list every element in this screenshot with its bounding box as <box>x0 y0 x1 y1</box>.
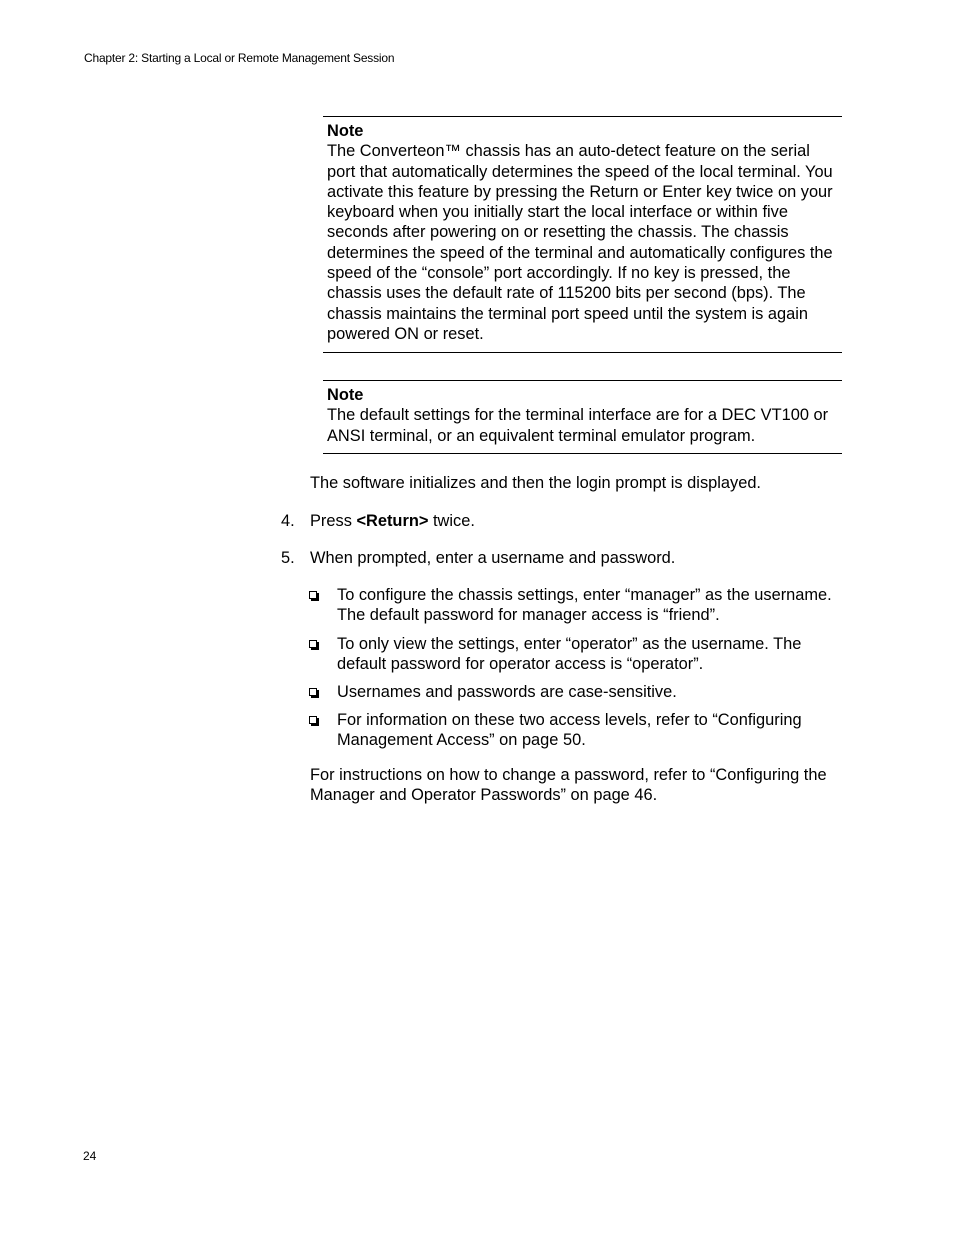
list-item-text: To only view the settings, enter “operator” as the username. The default password for operator access is “operator”. <box>337 635 802 674</box>
note-box <box>323 116 842 353</box>
note-body: The Converteon™ chassis has an auto-detect feature on the serial port that automatically determines the speed of the local terminal. You activate this feature by pressing the Return or Enter key twice on your keyboard when you initially start the local interface or within five seconds after powering on or resetting the chassis. The chassis determines the speed of the terminal and automatically configures the speed of the “console” port accordingly. If no key is pressed, the chassis uses the default rate of 115200 bits per second (bps). The chassis maintains the terminal port speed until the system is again powered ON or reset. <box>327 142 833 343</box>
intro-paragraph: The software initializes and then the login prompt is displayed. <box>310 474 761 492</box>
checkbox-bullet-icon <box>309 640 317 648</box>
list-item-text: For information on these two access levels, refer to “Configuring Management Access” on page 50. <box>337 711 802 750</box>
checkbox-bullet-icon <box>309 688 317 696</box>
step-text-suffix: twice. <box>428 512 475 530</box>
checkbox-bullet-icon <box>309 591 317 599</box>
step-text-prefix: Press <box>310 512 357 530</box>
note-title: Note <box>327 122 364 140</box>
step-number: 4. <box>281 512 295 530</box>
step-text: When prompted, enter a username and password. <box>310 549 676 567</box>
page-number: 24 <box>83 1149 97 1163</box>
step-4 <box>281 511 841 531</box>
running-header: Chapter 2: Starting a Local or Remote Management Session <box>84 51 395 65</box>
list-item-text: To configure the chassis settings, enter “manager” as the username. The default password for manager access is “friend”. <box>337 586 832 625</box>
note-box <box>323 380 842 454</box>
step-number: 5. <box>281 549 295 567</box>
closing-paragraph: For instructions on how to change a password, refer to “Configuring the Manager and Operator Passwords” on page 46. <box>310 766 827 805</box>
return-key-label: <Return> <box>356 512 429 530</box>
note-title: Note <box>327 386 364 404</box>
list-item-text: Usernames and passwords are case-sensitive. <box>337 683 677 701</box>
step-5 <box>281 548 841 568</box>
note-body: The default settings for the terminal interface are for a DEC VT100 or ANSI terminal, or an equivalent terminal emulator program. <box>327 406 829 445</box>
checkbox-bullet-icon <box>309 716 317 724</box>
